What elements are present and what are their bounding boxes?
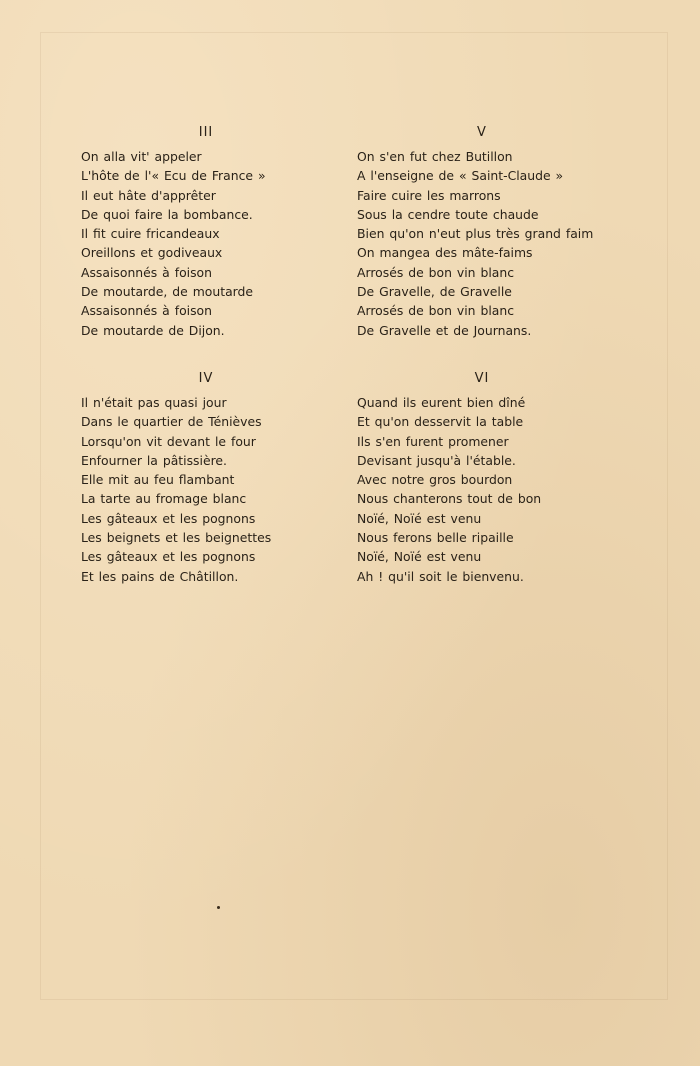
verse-line: Avec notre gros bourdon [357, 472, 513, 488]
verse-line: Noïé, Noïé est venu [357, 510, 482, 526]
verse-line: Arrosés de bon vin blanc [357, 264, 515, 280]
verse-line: De Gravelle et de Journans. [357, 322, 532, 338]
verse-line: Bien qu'on n'eut plus très grand faim [357, 226, 594, 242]
verse-line: On s'en fut chez Butillon [357, 149, 513, 164]
verse-line: Faire cuire les marrons [357, 187, 501, 203]
stanza-lines [357, 147, 657, 340]
stanza-lines [81, 393, 331, 586]
verse-line: La tarte au fromage blanc [81, 491, 247, 507]
verse-line: Ah ! qu'il soit le bienvenu. [357, 568, 524, 584]
stanza-iv [81, 369, 331, 586]
verse-line: Les gâteaux et les pognons [81, 510, 256, 526]
verse-line: Noïé, Noïé est venu [357, 549, 482, 565]
verse-line: Les gâteaux et les pognons [81, 549, 256, 565]
verse-line: On alla vit' appeler [81, 149, 202, 164]
verse-line: Et qu'on desservit la table [357, 414, 524, 430]
verse-line: De quoi faire la bombance. [81, 206, 253, 222]
verse-line: Assaisonnés à foison [81, 303, 212, 319]
verse-line: Elle mit au feu flambant [81, 472, 235, 488]
verse-line: De Gravelle, de Gravelle [357, 284, 512, 300]
verse-line: Assaisonnés à foison [81, 264, 212, 280]
verse-line: Il fit cuire fricandeaux [81, 226, 220, 242]
verse-line: Ils s'en furent promener [357, 433, 509, 449]
verse-line: Il n'était pas quasi jour [81, 395, 227, 410]
stanza-number: V [477, 125, 487, 140]
verse-line: Devisant jusqu'à l'étable. [357, 452, 516, 468]
verse-line: Sous la cendre toute chaude [357, 206, 539, 222]
verse-line: L'hôte de l'« Ecu de France » [81, 168, 266, 184]
stanza-number: VI [474, 371, 490, 386]
verse-line: De moutarde de Dijon. [81, 322, 225, 338]
stanza-vi [357, 369, 657, 586]
stanza-v [357, 123, 657, 340]
stanza-number: III [198, 125, 214, 140]
verse-line: Quand ils eurent bien dîné [357, 395, 526, 410]
verse-line: Dans le quartier de Ténièves [81, 414, 262, 430]
verse-line: Nous chanterons tout de bon [357, 491, 542, 507]
verse-line: Oreillons et godiveaux [81, 245, 223, 261]
verse-line: Lorsqu'on vit devant le four [81, 433, 256, 449]
stanza-iii [81, 123, 331, 340]
stanza-lines [81, 147, 331, 340]
verse-line: De moutarde, de moutarde [81, 284, 254, 300]
verse-line: Arrosés de bon vin blanc [357, 303, 515, 319]
verse-line: A l'enseigne de « Saint-Claude » [357, 168, 564, 184]
verse-line: Et les pains de Châtillon. [81, 568, 239, 584]
verse-line: On mangea des mâte-faims [357, 245, 533, 261]
verse-line: Il eut hâte d'apprêter [81, 187, 216, 203]
verse-line: Enfourner la pâtissière. [81, 452, 227, 468]
verse-line: Les beignets et les beignettes [81, 530, 272, 546]
stanza-number: IV [198, 371, 214, 386]
paper-speck [217, 906, 220, 909]
verse-line: Nous ferons belle ripaille [357, 530, 514, 546]
stanza-lines [357, 393, 657, 586]
